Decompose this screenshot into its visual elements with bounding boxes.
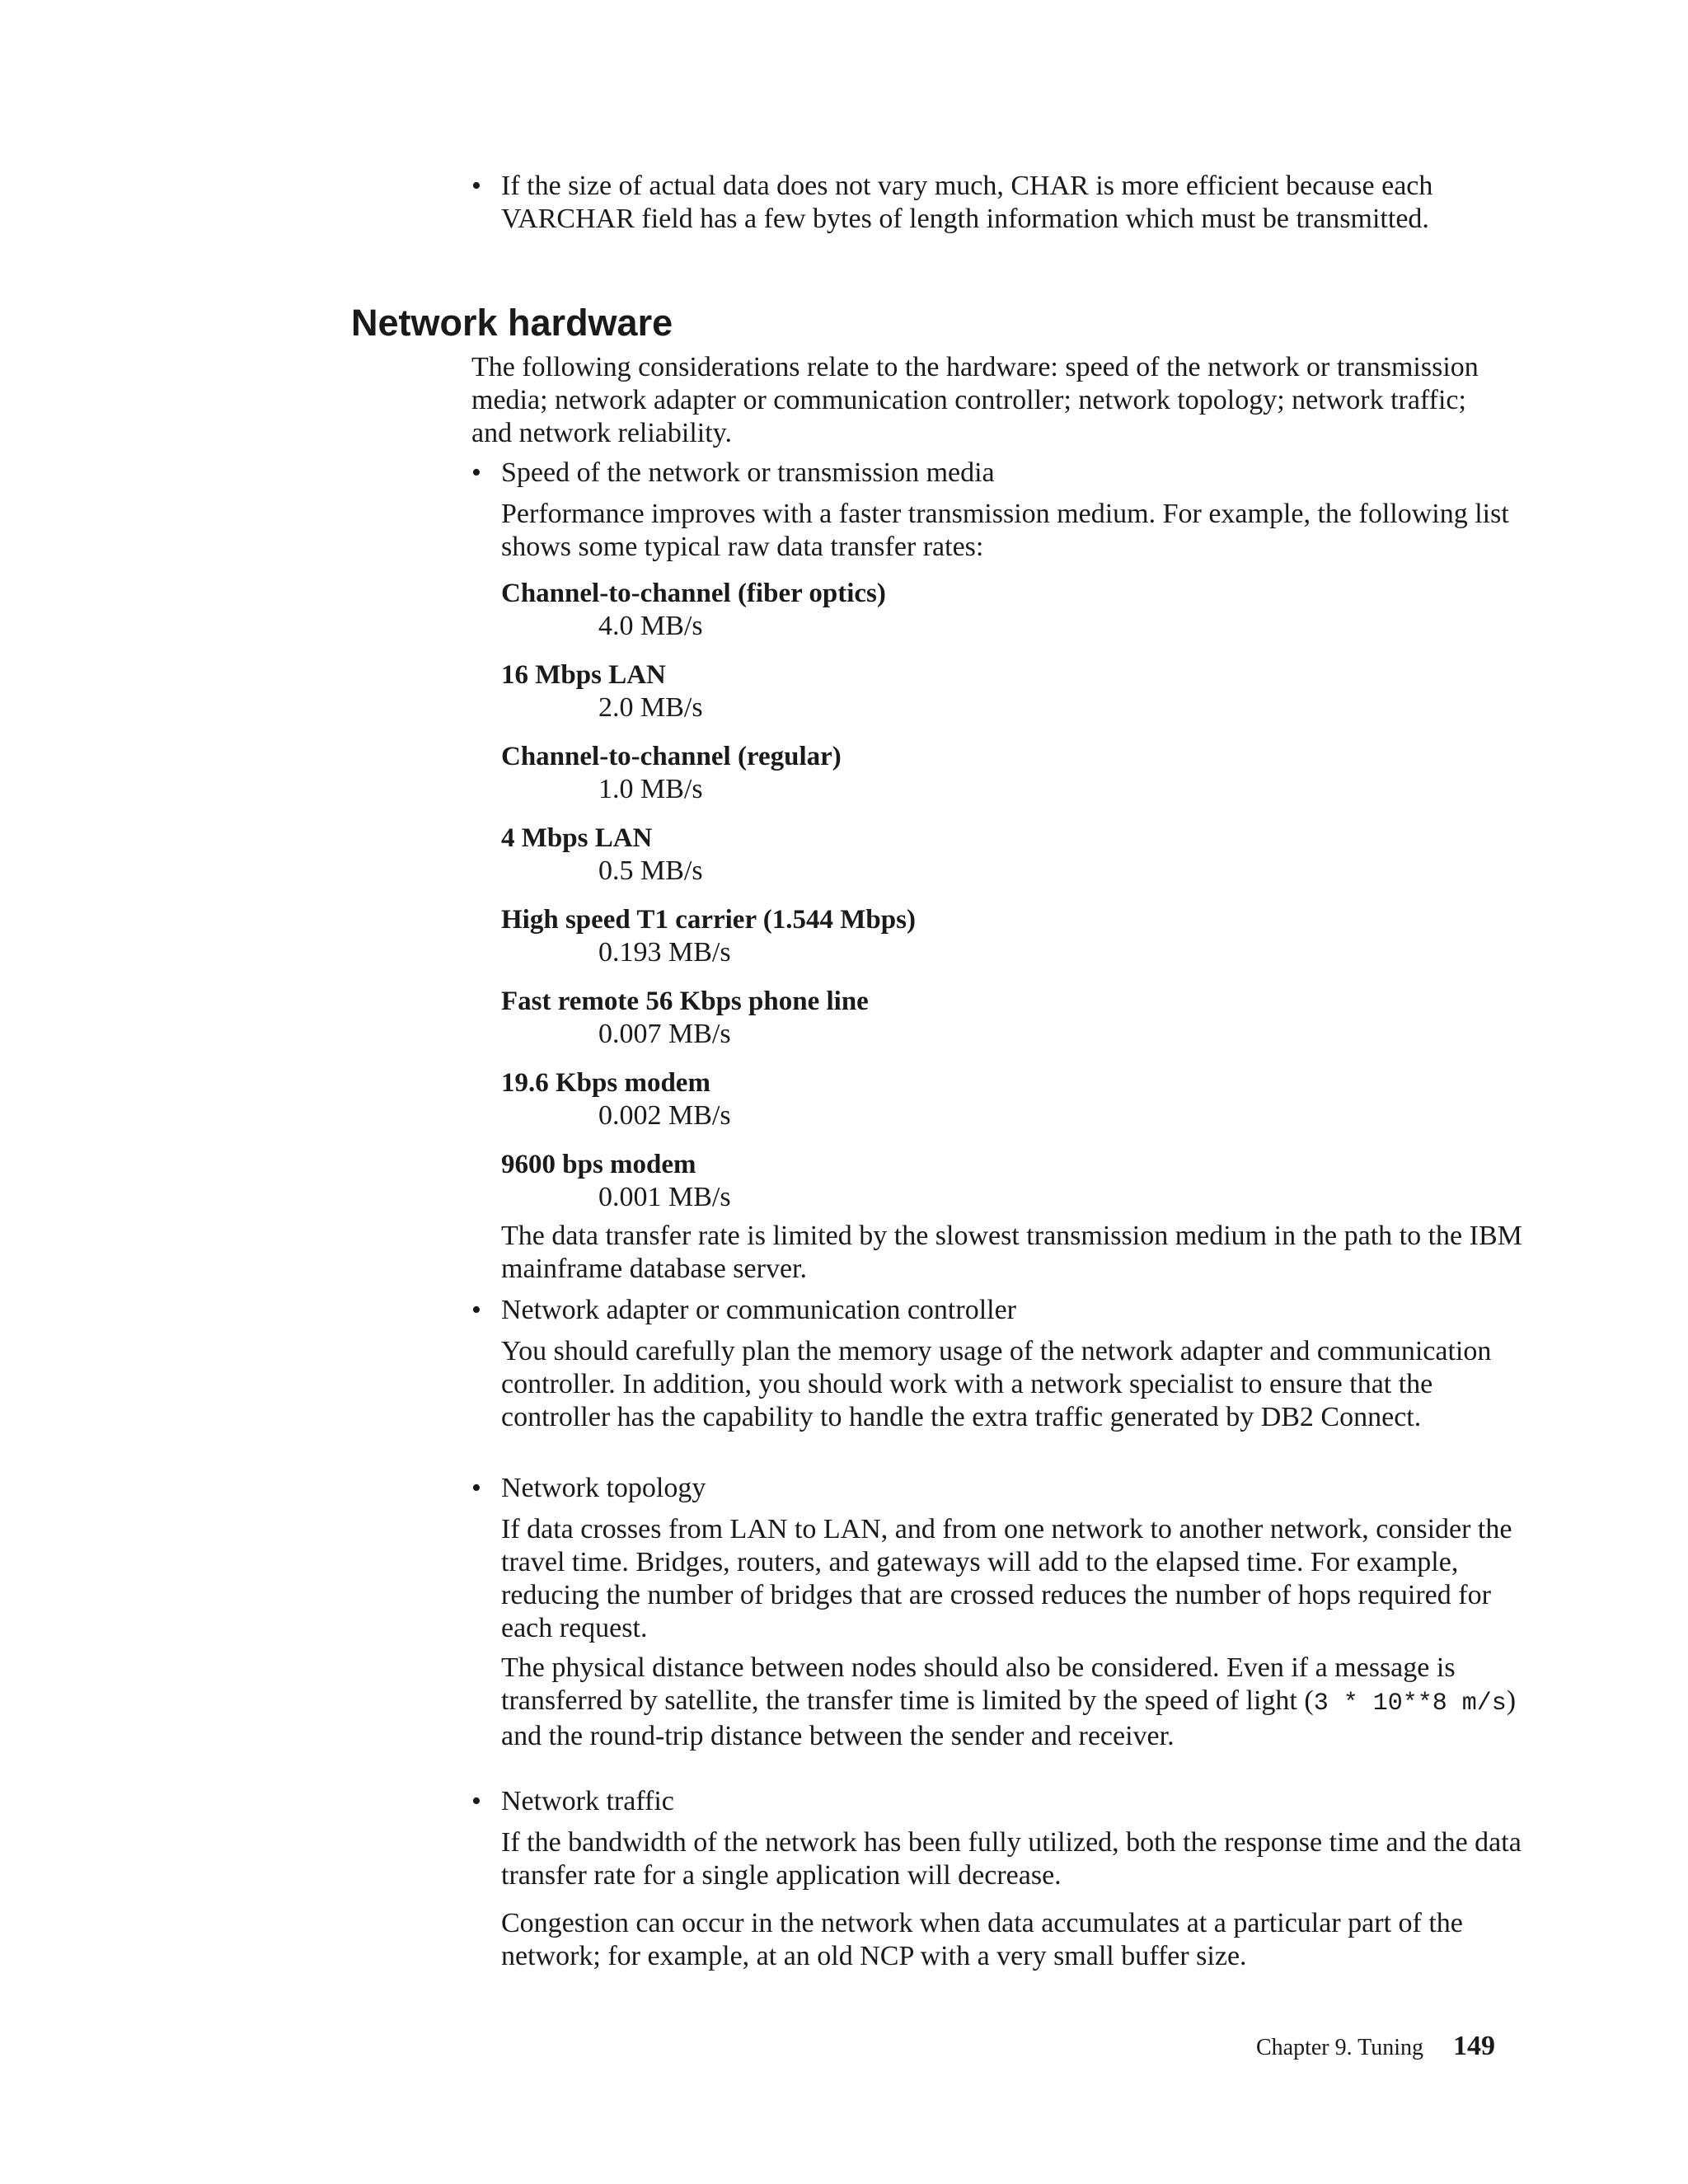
speed-paragraph: Performance improves with a faster transmission medium. For example, the following list shows some typical raw data transfer rates:: [501, 499, 1509, 562]
rate-term: 16 Mbps LAN: [501, 660, 666, 690]
bullet-glyph: •: [471, 171, 481, 201]
speed-of-light-code: 3 * 10**8 m/s: [1313, 1690, 1507, 1718]
bullet-text: Speed of the network or transmission media: [501, 457, 995, 488]
bullet-glyph: •: [471, 457, 481, 488]
rate-value: 0.5 MB/s: [598, 855, 703, 886]
topology-text-before: The physical distance between nodes should also be considered. Even if a message is transferred by satellite, the transfer time is limited by the speed of light (: [501, 1652, 1456, 1716]
rate-entry: [501, 903, 1523, 969]
bullet-glyph: •: [471, 1786, 481, 1816]
rate-value: 2.0 MB/s: [598, 692, 703, 723]
adapter-paragraph: You should carefully plan the memory usage of the network adapter and communication controller. In addition, you should work with a network specialist to ensure that the controller has the capability to handle the extra traffic generated by DB2 Connect.: [501, 1336, 1492, 1432]
rate-value: 0.007 MB/s: [598, 1019, 731, 1049]
rate-term: Channel-to-channel (fiber optics): [501, 579, 886, 608]
page-footer: [1256, 2030, 1495, 2064]
rate-term: 9600 bps modem: [501, 1150, 696, 1179]
topology-paragraph-1: If data crosses from LAN to LAN, and from one network to another network, consider the travel time. Bridges, routers, and gateways will add to the elapsed time. For example, reducing the number of bridges that are crossed reduces the number of hops required for each request.: [501, 1514, 1512, 1643]
traffic-paragraph-1: If the bandwidth of the network has been fully utilized, both the response time and the data transfer rate for a single application will decrease.: [501, 1827, 1522, 1891]
list-item-topology: [471, 1472, 1510, 1505]
rate-entry: [501, 985, 1523, 1051]
rate-entry: [501, 822, 1523, 888]
rate-term: Channel-to-channel (regular): [501, 742, 842, 771]
rate-list: [501, 577, 1523, 1214]
rate-value: 1.0 MB/s: [598, 774, 703, 804]
section-heading: Network hardware: [351, 302, 673, 344]
chapter-label: Chapter 9. Tuning: [1255, 2035, 1423, 2060]
bullet-text: Network adapter or communication controller: [501, 1295, 1016, 1325]
bullet-text: Network traffic: [501, 1786, 674, 1816]
rate-term: Fast remote 56 Kbps phone line: [501, 987, 869, 1016]
rate-value: 0.193 MB/s: [598, 937, 731, 968]
rate-entry: [501, 658, 1523, 724]
traffic-paragraph-2: Congestion can occur in the network when data accumulates at a particular part of the network; for example, at an old NCP with a very small buffer size.: [501, 1908, 1463, 1971]
rate-term: 4 Mbps LAN: [501, 823, 653, 853]
speed-after-paragraph: The data transfer rate is limited by the slowest transmission medium in the path to the IBM mainframe database server.: [501, 1221, 1522, 1284]
bullet-text: Network topology: [501, 1473, 706, 1503]
page-number: 149: [1453, 2031, 1495, 2061]
topology-paragraph-2: [501, 1652, 1523, 1753]
rate-value: 0.002 MB/s: [598, 1100, 731, 1131]
intro-paragraph: The following considerations relate to the hardware: speed of the network or transmission media; network adapter or communication controller; network topology; network traffic; and network reliability.: [471, 352, 1479, 448]
list-item: [471, 170, 1510, 236]
list-item-adapter: [471, 1294, 1510, 1327]
rate-entry: [501, 1148, 1523, 1214]
list-item-speed: [471, 457, 1510, 490]
rate-term: High speed T1 carrier (1.544 Mbps): [501, 905, 916, 935]
list-item-traffic: [471, 1785, 1510, 1818]
rate-entry: [501, 577, 1523, 643]
rate-value: 0.001 MB/s: [598, 1182, 731, 1212]
bullet-text: If the size of actual data does not vary much, CHAR is more efficient because each VARCHAR field has a few bytes of length information which must be transmitted.: [501, 171, 1433, 234]
topology-text-after: ) and the round-trip distance between the sender and receiver.: [501, 1685, 1517, 1751]
rate-value: 4.0 MB/s: [598, 611, 703, 641]
rate-entry: [501, 1066, 1523, 1132]
rate-entry: [501, 740, 1523, 806]
bullet-glyph: •: [471, 1473, 481, 1503]
rate-term: 19.6 Kbps modem: [501, 1068, 710, 1098]
bullet-glyph: •: [471, 1295, 481, 1325]
